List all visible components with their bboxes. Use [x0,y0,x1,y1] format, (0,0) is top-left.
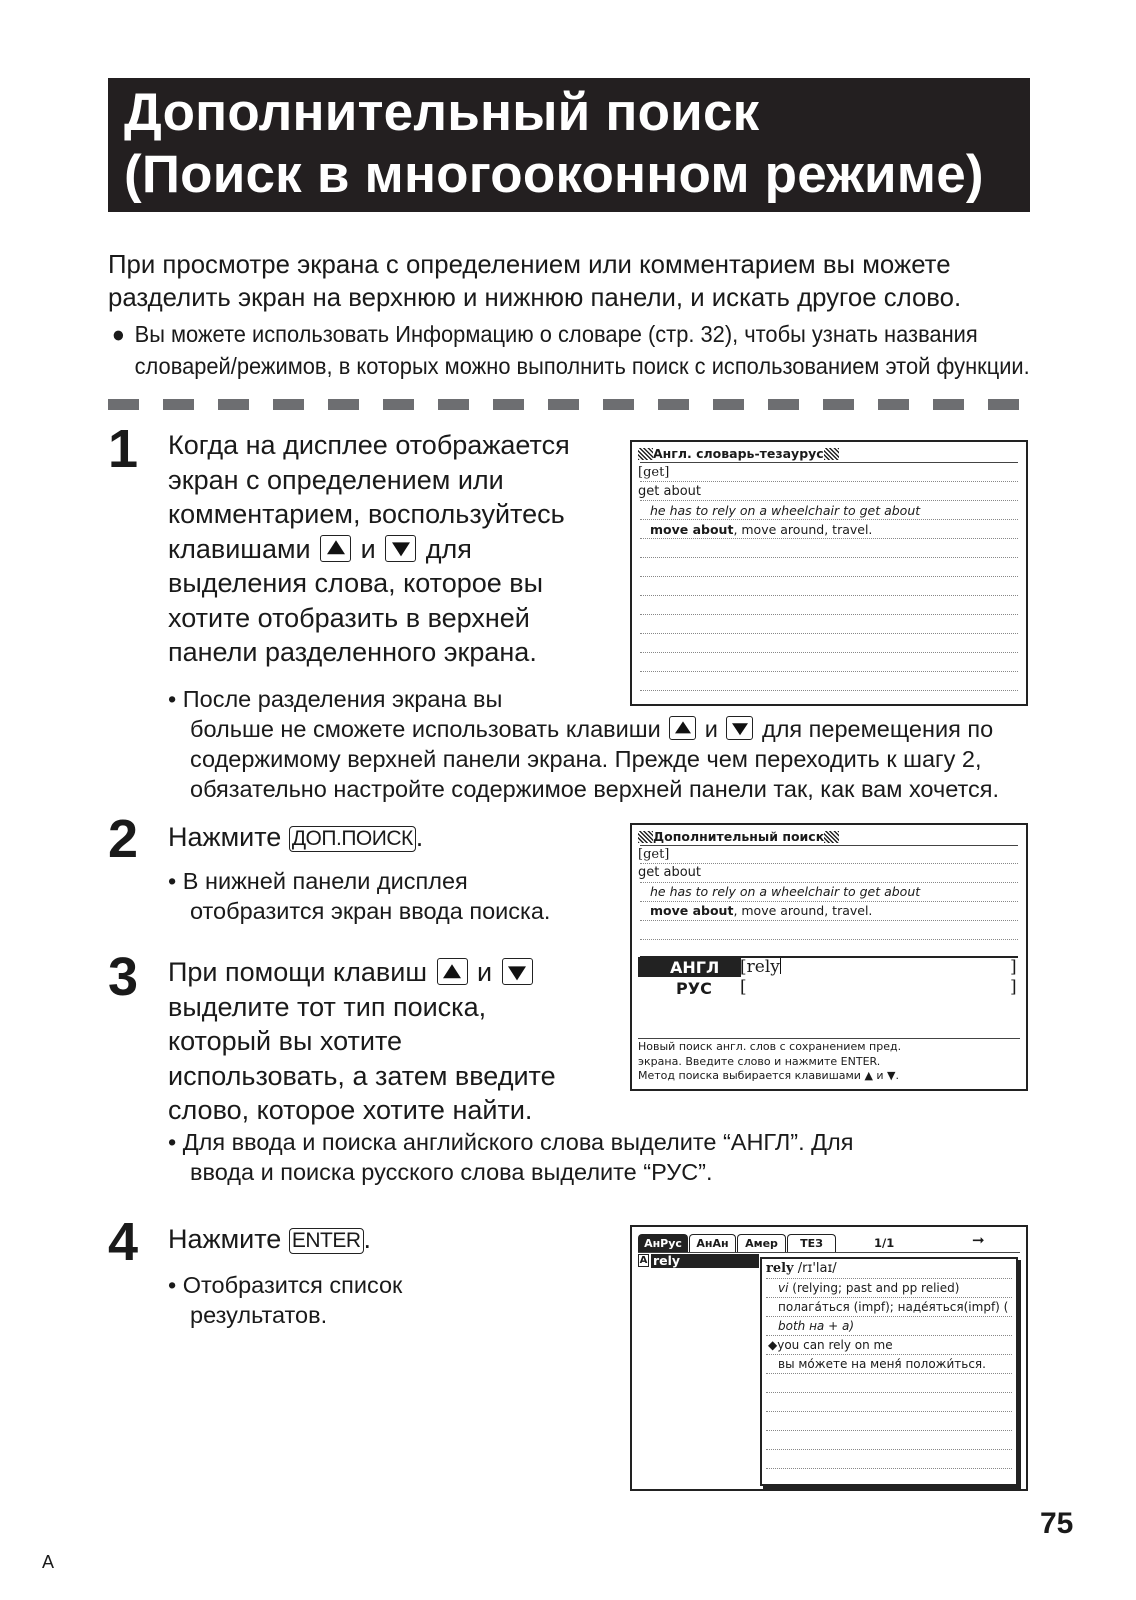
step-3-text: При помощи клавиш и выделите тот тип поиска, который вы хотите использовать, а затем введите слово, которое хотите найти. [168,957,556,1125]
step-4-text: Нажмите ENTER . [168,1224,372,1254]
screen-2-phrase: get about [638,865,701,880]
section-title [108,78,1030,212]
up-key-icon [437,958,468,985]
screen-1-definition: move about, move around, travel. [650,522,873,537]
step-3-note: • Для ввода и поиска английского слова выделите “АНГЛ”. Для ввода и поиска русского слова выделите “РУС”. [168,1129,854,1185]
screen-1-phrase: get about [638,484,701,499]
intro-note-line-2: словарей/режимов, в которых можно выполнить поиск с использованием этой функции. [134,353,1030,379]
mode-eng-label[interactable]: АНГЛ [670,958,720,977]
corner-mark: A [42,1552,55,1572]
tab-anan[interactable]: АнАн [689,1234,736,1252]
dashed-divider [108,399,1030,410]
screen-1-example: he has to rely on a wheelchair to get about [650,503,921,518]
screen-thesaurus [630,440,1028,706]
arrow-right-icon: ➞ [972,1231,985,1249]
screen-1-headword: [get] [638,465,670,480]
screen-2-definition: move about, move around, travel. [650,903,873,918]
rus-input[interactable]: [ [740,977,747,997]
hatch-icon [638,448,653,460]
intro-paragraph [108,248,1030,314]
bullet-dot: ● [111,321,126,347]
entry-head: rely /rɪ'laɪ/ [766,1261,837,1276]
entry-grammar: vi (relying; past and pp relied) [778,1281,960,1295]
hatch-icon [824,831,839,843]
screen-2-example: he has to rely on a wheelchair to get about [650,884,921,899]
intro-line-2: разделить экран на верхнюю и нижнюю панели, и искать другое слово. [108,282,962,312]
entry-example: ◆you can rely on me [768,1338,893,1352]
step-1-text: Когда на дисплее отображается экран с определением или комментарием, воспользуйтесь клавишами и для выделения слова, которое вы хотите отобразить в верхней панели разделенного экрана. [168,430,570,667]
step-2-note: • В нижней панели дисплея отобразится экран ввода поиска. [168,868,551,924]
title-line-2: (Поиск в многооконном режиме) [124,145,984,204]
page-indicator: 1/1 [874,1236,895,1250]
up-key-icon [669,716,696,740]
intro-note-line-1: Вы можете использовать Информацию о словаре (стр. 32), чтобы узнать названия [134,321,978,347]
screen-results [630,1225,1028,1491]
dop-poisk-key: ДОП.ПОИСК [289,826,416,852]
eng-input[interactable]: [rely [740,957,780,977]
intro-line-1: При просмотре экрана с определением или комментарием вы можете [108,249,951,279]
step-2-text: Нажмите ДОП.ПОИСК . [168,822,424,852]
step-2-number: 2 [108,809,139,869]
tab-anrus[interactable]: АнРус [638,1234,688,1252]
step-3-number: 3 [108,947,139,1007]
down-key-icon [502,958,533,985]
screen-advanced-search [630,823,1028,1091]
help-line-1: Новый поиск англ. слов с сохранением пред. [638,1040,902,1053]
hatch-icon [824,448,839,460]
intro-note [108,318,1030,382]
mode-rus-label[interactable]: РУС [676,979,712,998]
down-key-icon [385,535,416,562]
screen-2-headword: [get] [638,847,670,862]
list-marker: A [639,1255,648,1266]
down-key-icon [726,716,753,740]
step-4-number: 4 [108,1212,139,1272]
entry-translation-1: полага́ться (impf); наде́яться(impf) ( [778,1300,1009,1314]
preview-popup [760,1257,1018,1486]
page-number: 75 [1040,1507,1074,1540]
up-key-icon [320,535,351,562]
help-line-2: экрана. Введите слово и нажмите ENTER. [638,1054,881,1068]
hatch-icon [638,831,653,843]
help-line-3: Метод поиска выбирается клавишами ▲ и ▼. [638,1069,900,1082]
title-line-1: Дополнительный поиск [124,83,760,142]
eng-input-end: ] [1010,957,1017,977]
tab-tez[interactable]: ТЕЗ [787,1234,836,1252]
enter-key: ENTER [289,1228,364,1254]
screen-1-title: Англ. словарь-тезаурус [638,446,839,462]
entry-example-translation: вы мо́жете на меня́ положи́ться. [778,1357,986,1371]
step-1-note: • После разделения экрана вы больше не сможете использовать клавиши и для перемещения по содержимому верхней панели экрана. Прежде чем переходить к шагу 2, обязательно настройте содержимое верхней панели так, как вам хочется. [168,686,1000,802]
result-item-label[interactable]: rely [653,1253,681,1268]
screen-2-title: Дополнительный поиск [638,829,839,845]
entry-translation-2: both на + a) [778,1319,855,1333]
step-1-number: 1 [108,419,139,479]
step-4-note: • Отобразится список результатов. [168,1272,403,1328]
tab-amer[interactable]: Амер [737,1234,786,1252]
rus-input-end: ] [1010,977,1017,997]
